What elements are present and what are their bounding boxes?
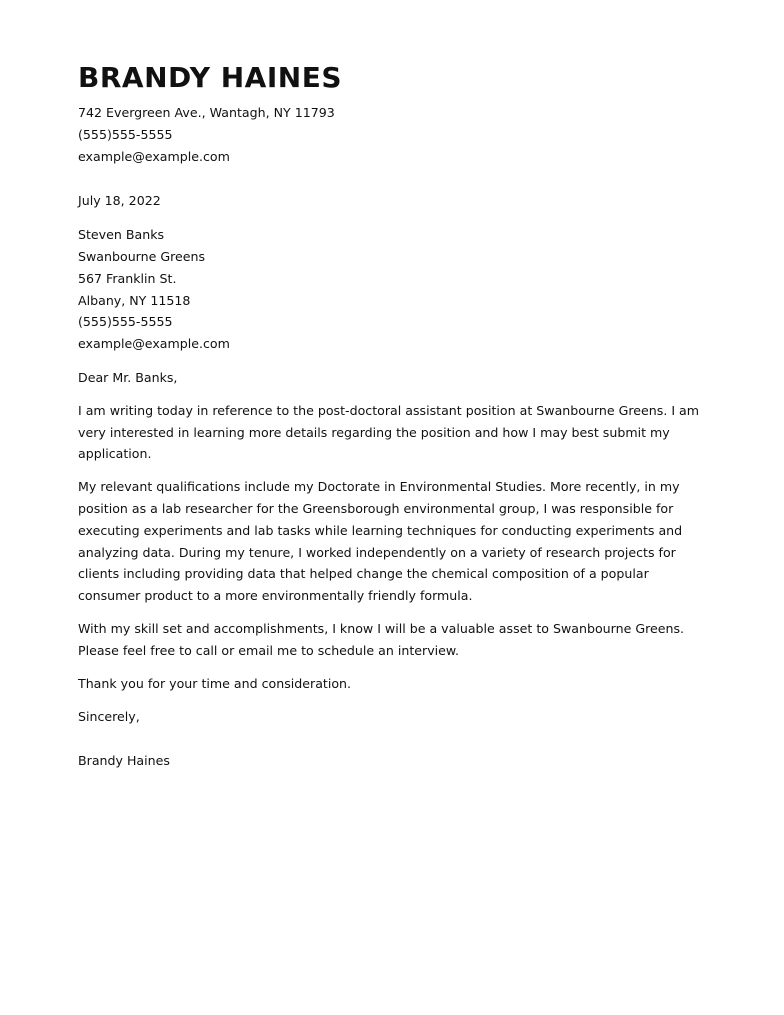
recipient-block	[78, 224, 708, 355]
body-paragraph-1: I am writing today in reference to the post-doctoral assistant position at Swanbourne Greens. I am very interested in learning more details regarding the position and how I may best submit my application.	[78, 402, 700, 462]
sender-contact	[78, 102, 708, 167]
recipient-email: example@example.com	[78, 336, 230, 352]
sender-phone: (555)555-5555	[78, 126, 173, 142]
sender-name: BRANDY HAINES	[78, 61, 342, 94]
closing: Sincerely,	[78, 709, 140, 725]
recipient-city: Albany, NY 11518	[78, 292, 191, 308]
body-paragraph-4: Thank you for your time and consideration.	[78, 675, 352, 691]
letter-date: July 18, 2022	[78, 193, 161, 209]
body-paragraph-3: With my skill set and accomplishments, I know I will be a valuable asset to Swanbourne Greens. Please feel free to call or email me to schedule an interview.	[78, 620, 685, 658]
sender-address: 742 Evergreen Ave., Wantagh, NY 11793	[78, 105, 335, 120]
recipient-street: 567 Franklin St.	[78, 270, 177, 286]
sender-email: example@example.com	[78, 148, 230, 164]
recipient-company: Swanbourne Greens	[78, 248, 206, 264]
letter-content	[78, 58, 708, 772]
recipient-name: Steven Banks	[78, 227, 165, 243]
recipient-phone: (555)555-5555	[78, 314, 173, 330]
signature-name: Brandy Haines	[78, 753, 170, 769]
body-paragraph-2: My relevant qualifications include my Doctorate in Environmental Studies. More recently, in my position as a lab researcher for the Greensborough environmental group, I was responsible for executing experiments and lab tasks while learning techniques for conducting experiments and analyzing data. During my tenure, I worked independently on a variety of research projects for clients including providing data that helped change the chemical composition of a popular consumer product to a more environmentally friendly formula.	[78, 479, 683, 604]
salutation: Dear Mr. Banks,	[78, 369, 178, 385]
